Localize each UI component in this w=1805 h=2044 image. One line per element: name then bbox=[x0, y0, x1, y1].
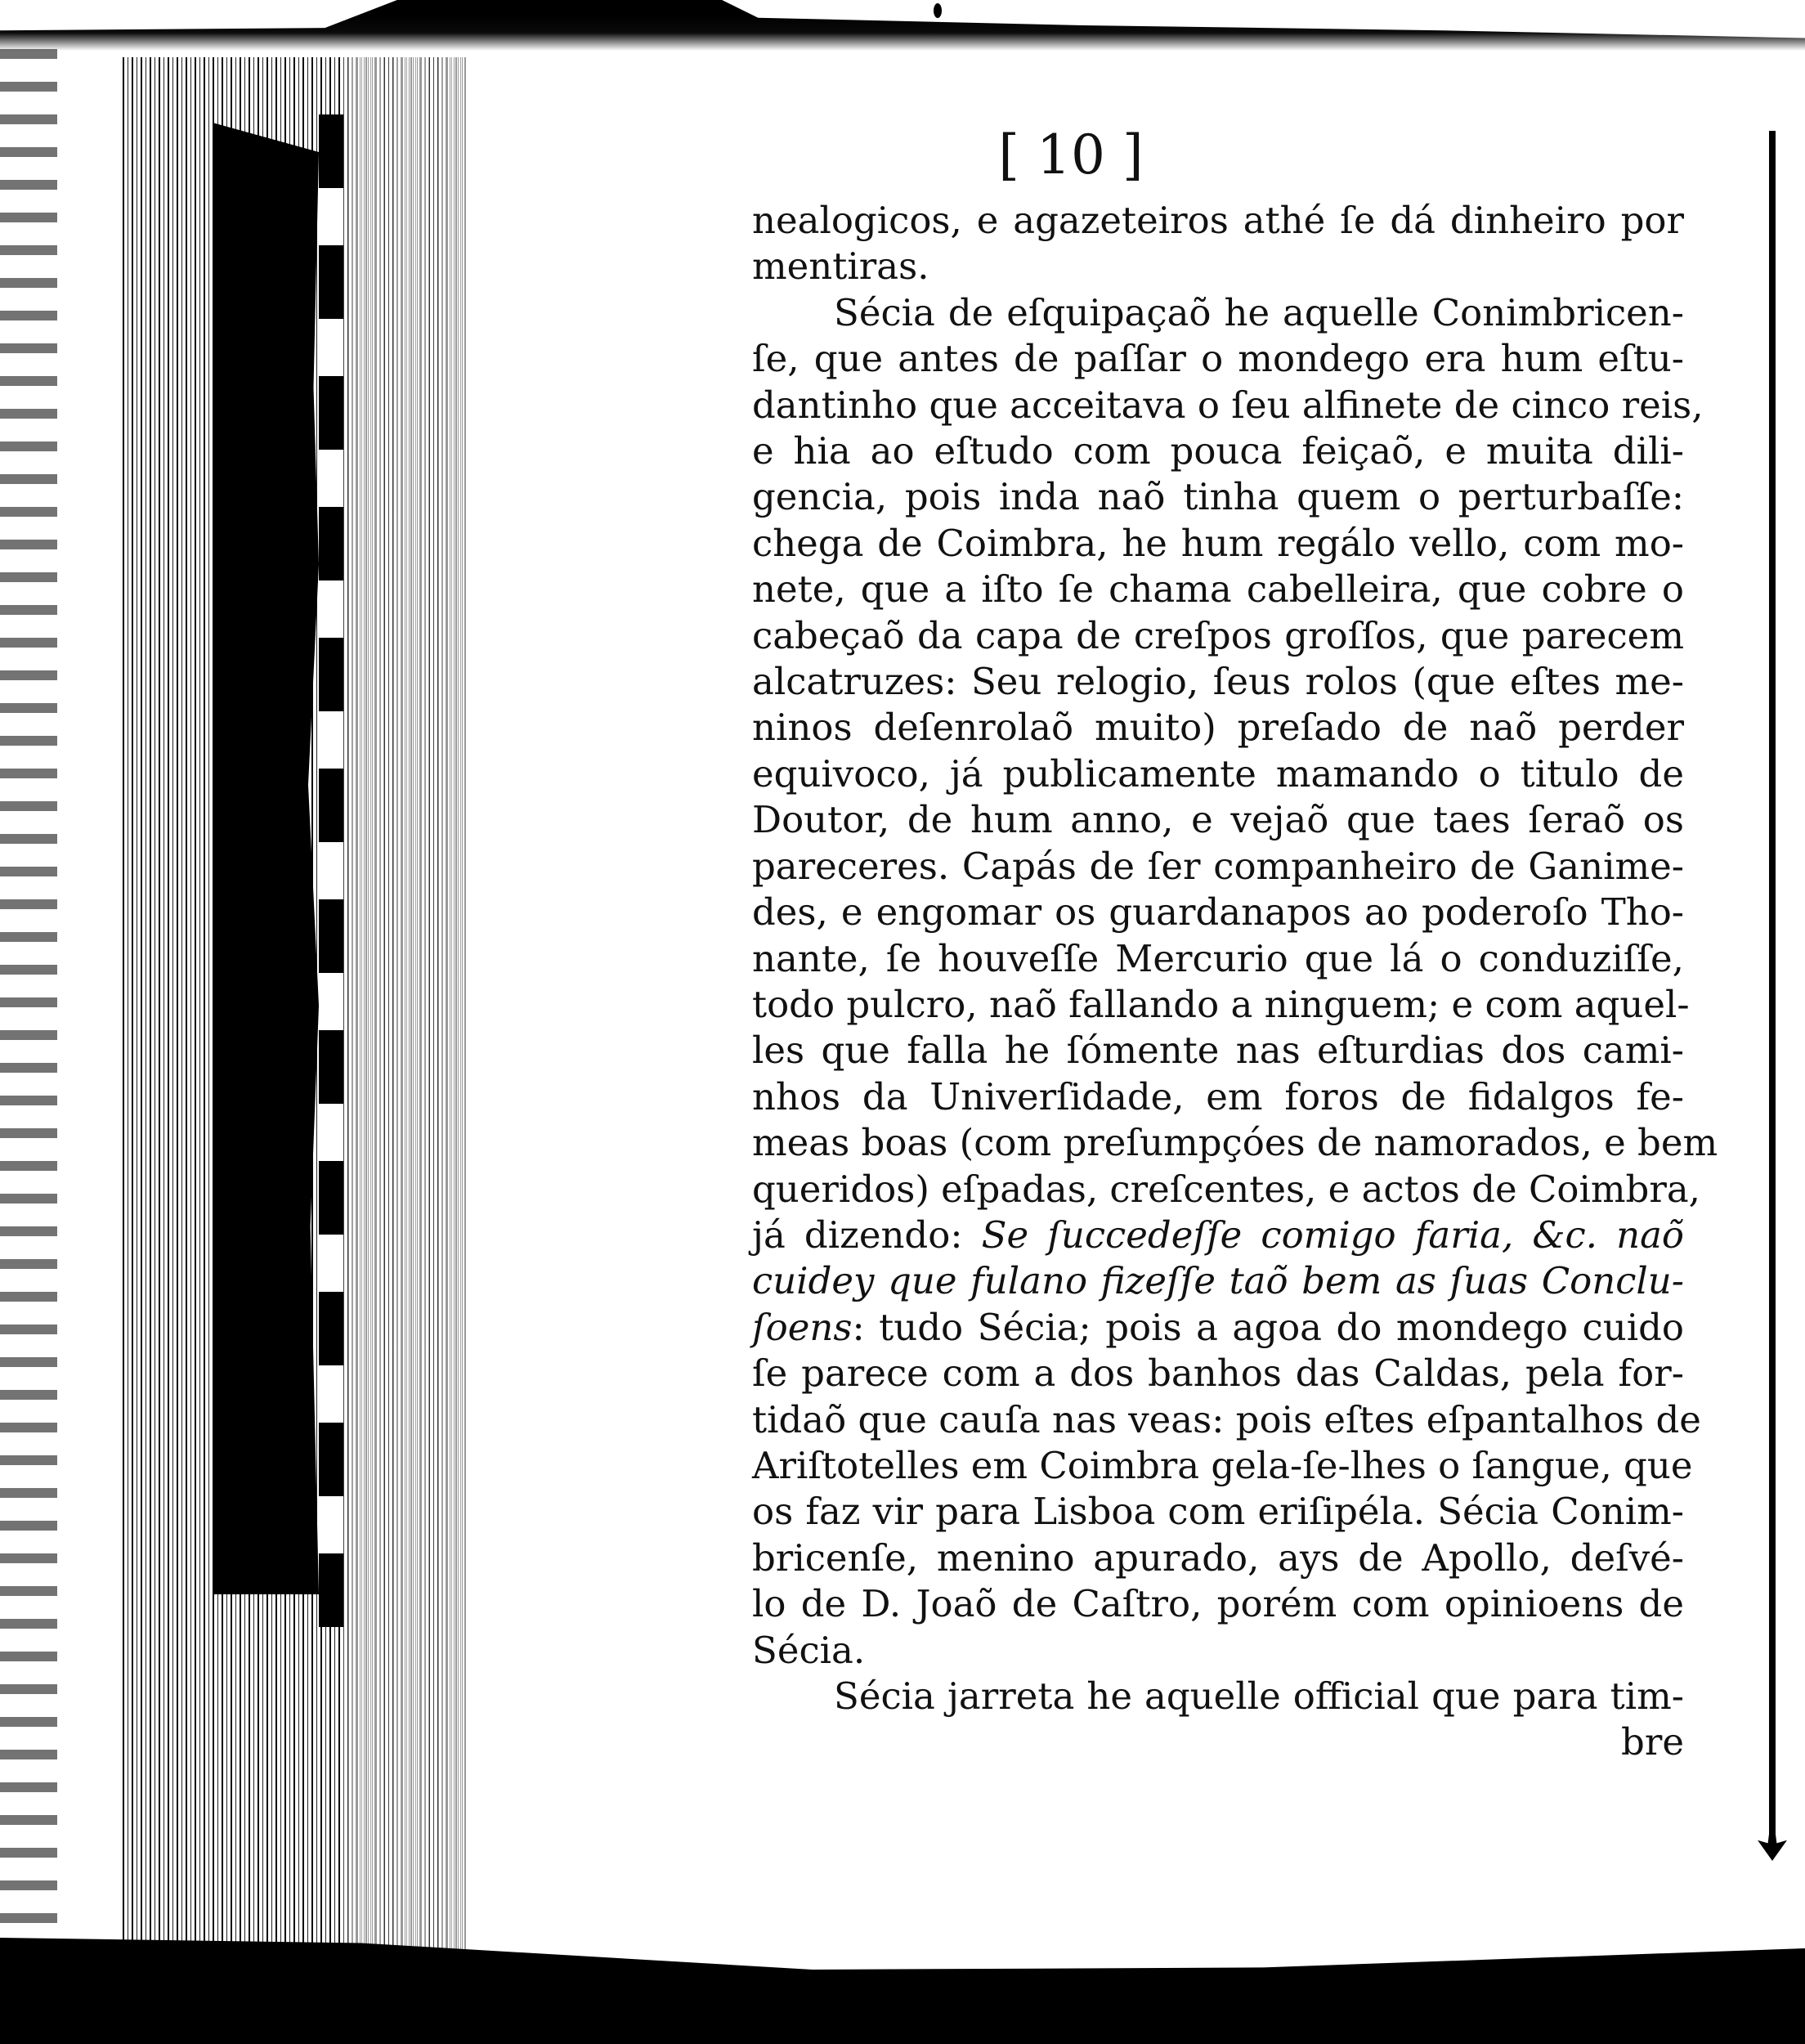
scan-speck bbox=[934, 3, 942, 18]
text-line: nhos da Univerſidade, em foros de fidalgos fe- bbox=[752, 1074, 1684, 1118]
text-line: gencia, pois inda naõ tinha quem o perturbaſſe: bbox=[752, 475, 1684, 519]
text-line-mixed bbox=[752, 1305, 1684, 1351]
text-line: todo pulcro, naõ fallando a ninguem; e com aquel- bbox=[752, 982, 1690, 1026]
text-line: nante, ſe houveſſe Mercurio que lá o conduziſſe, bbox=[752, 936, 1684, 980]
text-line: meas boas (com preſumpçóes de namorados, e bem bbox=[752, 1121, 1718, 1165]
text-line: ſe parece com a dos banhos das Caldas, pela for- bbox=[752, 1351, 1684, 1396]
italic-quote-line: cuidey que fulano fizeſſe taõ bem as ſuas Conclu- bbox=[752, 1259, 1684, 1303]
text-segment: já dizendo: bbox=[752, 1213, 982, 1257]
scan-bottom-shadow bbox=[0, 1938, 1805, 2044]
catchword: bre bbox=[1621, 1720, 1684, 1764]
text-line: os faz vir para Lisboa com eriſipéla. Sécia Conim- bbox=[752, 1490, 1684, 1534]
text-line: tidaõ que cauſa nas veas: pois eſtes eſpantalhos de bbox=[752, 1397, 1701, 1441]
text-line: Sécia de eſquipaçaõ he aquelle Conimbricen- bbox=[834, 290, 1684, 334]
text-line: lo de D. Joaõ de Caſtro, porém com opinioens de bbox=[752, 1582, 1684, 1626]
italic-quote: Se ſuccedeſſe comigo faria, &c. naõ bbox=[981, 1213, 1685, 1257]
text-line: alcatruzes: Seu relogio, ſeus rolos (que eſtes me- bbox=[752, 660, 1684, 704]
page-stack-notches bbox=[319, 114, 343, 1627]
page-stack-fade bbox=[343, 57, 466, 1970]
text-line: des, e engomar os guardanapos ao poderoſo Tho- bbox=[752, 890, 1684, 935]
body-text bbox=[752, 198, 1718, 1766]
book-edge-left bbox=[0, 49, 57, 1954]
text-line: ſe, que antes de paſſar o mondego era hum eſtu- bbox=[752, 337, 1684, 381]
text-line: Sécia. bbox=[752, 1628, 866, 1672]
text-line: Ariſtotelles em Coimbra gela-ſe-lhes o ſangue, que bbox=[752, 1443, 1693, 1487]
text-line: chega de Coimbra, he hum regálo vello, com mo- bbox=[752, 521, 1684, 565]
right-margin-rule bbox=[1769, 131, 1776, 1848]
right-margin-arrow bbox=[1758, 1831, 1787, 1861]
book-page bbox=[752, 123, 1718, 1766]
page-number: [ 10 ] bbox=[998, 123, 1144, 186]
text-line: pareceres. Capás de ſer companheiro de Ganime- bbox=[752, 844, 1684, 888]
text-line: ninos deſenrolaõ muito) preſado de naõ perder bbox=[752, 706, 1684, 750]
italic-quote: ſoens bbox=[752, 1305, 853, 1349]
text-line: mentiras. bbox=[752, 244, 929, 289]
text-line: dantinho que acceitava o ſeu alfinete de cinco reis, bbox=[752, 383, 1704, 427]
text-line: Sécia jarreta he aquelle official que para tim- bbox=[834, 1674, 1684, 1718]
text-line: les que falla he ſómente nas eſturdias dos cami- bbox=[752, 1029, 1684, 1073]
text-line: cabeçaõ da capa de creſpos groſſos, que parecem bbox=[752, 613, 1684, 657]
text-segment: : tudo Sécia; pois a agoa do mondego cuido bbox=[852, 1305, 1684, 1349]
text-line: bricenſe, menino apurado, ays de Apollo, deſvé- bbox=[752, 1535, 1684, 1580]
text-line: queridos) eſpadas, creſcentes, e actos de Coimbra, bbox=[752, 1167, 1700, 1211]
text-line: Doutor, de hum anno, e vejaõ que taes ſeraõ os bbox=[752, 798, 1684, 842]
text-line: e hia ao eſtudo com pouca feiçaõ, e muita dili- bbox=[752, 429, 1684, 473]
text-line: nealogicos, e agazeteiros athé ſe dá dinheiro por bbox=[752, 199, 1684, 242]
text-line: nete, que a iſto ſe chama cabelleira, que cobre o bbox=[752, 567, 1684, 612]
text-line-mixed bbox=[752, 1213, 1684, 1258]
page-stack-shadow bbox=[213, 123, 319, 1594]
text-line: equivoco, já publicamente mamando o titulo de bbox=[752, 751, 1684, 796]
scan-top-shadow bbox=[0, 0, 1805, 51]
